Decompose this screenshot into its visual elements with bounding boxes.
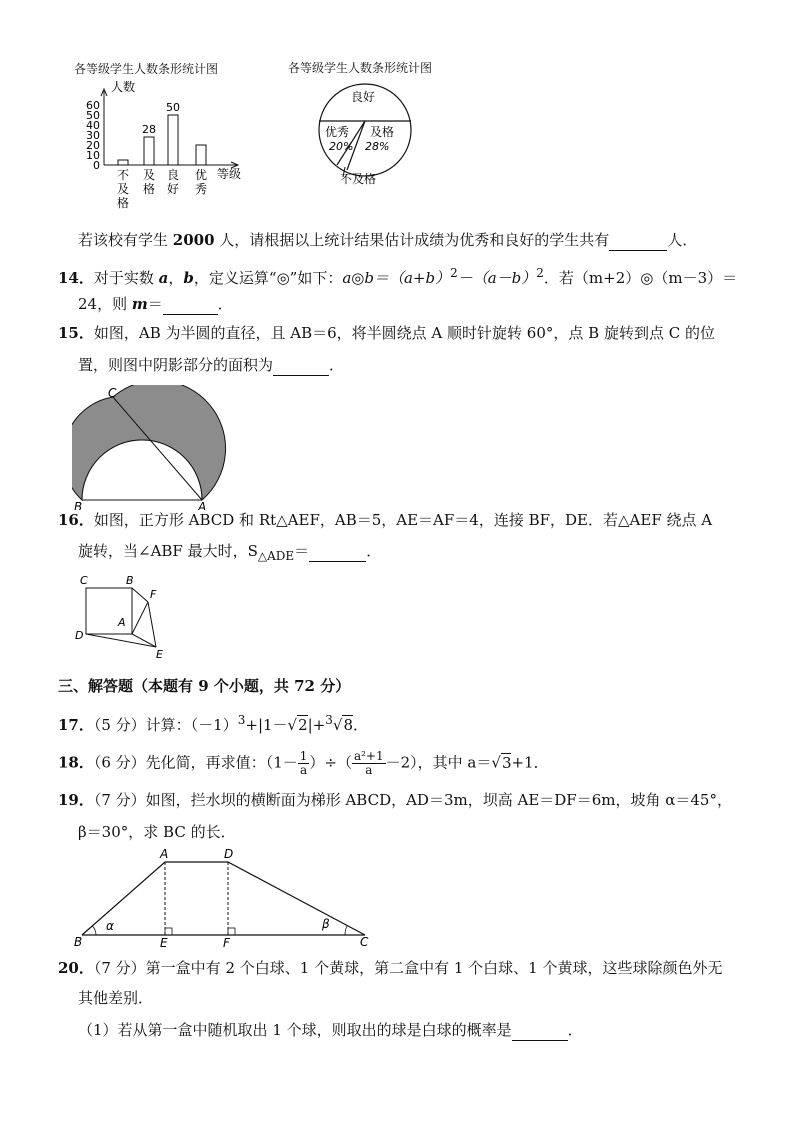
q16-bf [132, 588, 148, 602]
q19-line2: β＝30°，求 BC 的长． [78, 823, 236, 841]
q16-de [86, 634, 156, 647]
data-label: 28 [142, 123, 156, 136]
q16-figure [74, 572, 184, 662]
bar-chart-title: 各等级学生人数条形统计图 [74, 62, 219, 76]
section3-title: 三、解答题（本题有 9 个小题，共 72 分） [58, 677, 351, 695]
q18-line: 18．（6 分）先化简，再求值：（1－ $\frac{1}{a}$ ）÷（ $\frac{\text{a²+1}}{a}$ －2），其中 a＝√3+1． [58, 749, 549, 777]
bar [144, 137, 154, 165]
q16-line1: 16．如图，正方形 ABCD 和 Rt△AEF，AB＝5，AE＝AF＝4，连接 BF，DE．若△AEF 绕点 A [58, 511, 713, 529]
q19-label-beta: β [322, 917, 330, 931]
pie-pct-youxiu: 20% [329, 140, 354, 153]
sqrt-symbol: √ [491, 753, 501, 772]
cbrt-symbol: √ [332, 716, 343, 734]
category-label-char: 优 [194, 168, 208, 182]
q19-label-a: A [160, 848, 169, 861]
q16-fe [148, 602, 156, 647]
q19-label-f: F [223, 936, 230, 948]
q16-answer-blank[interactable] [309, 541, 366, 562]
y-tick-label: 10 [86, 149, 100, 162]
bar-chart-svg [60, 55, 280, 220]
bar [196, 145, 206, 165]
bar [168, 115, 178, 165]
sqrt-symbol: √ [287, 716, 298, 734]
bar-chart [60, 55, 280, 220]
pie-label-bujige: 不及格 [340, 172, 377, 186]
category-label-char: 及 [116, 182, 130, 196]
q16-label-b: B [126, 574, 134, 587]
q18-fraction-1: $\frac{1}{a}$ [299, 749, 308, 777]
q20-sub1: （1）若从第一盒中随机取出 1 个球，则取出的球是白球的概率是 ． [78, 1021, 583, 1039]
q13-answer-blank[interactable] [609, 230, 667, 251]
y-axis-label: 人数 [111, 80, 136, 94]
pie-label-lianghao: 良好 [351, 90, 376, 104]
q18-fraction-2: $\frac{\text{a²+1}}{a}$ [353, 749, 384, 777]
q17-line: 17．（5 分）计算：$(-1)^3+|1-√2|+^3√8$． [58, 713, 369, 734]
pie-chart-title: 各等级学生人数条形统计图 [288, 61, 433, 75]
q19-label-d: D [224, 848, 234, 861]
q15-figure [72, 385, 252, 510]
q16-label-c: C [80, 574, 88, 587]
q19-label-alpha: α [106, 919, 114, 933]
category-label-char: 良 [166, 168, 180, 182]
q16-label-a: A [118, 616, 126, 629]
q16-label-f: F [150, 588, 157, 601]
q16-label-d: D [75, 629, 84, 642]
q14-line2: 24，则 m＝ ． [78, 295, 233, 313]
pie-pct-jige: 28% [365, 140, 390, 153]
bar [118, 160, 128, 165]
pie-label-jige: 及格 [370, 125, 395, 139]
q16-line2: 旋转，当∠ABF 最大时，$S_{\triangle ADE}=$ ． [78, 542, 382, 563]
y-tick-label: 20 [86, 139, 100, 152]
q19-label-e: E [160, 936, 168, 948]
category-label-char: 好 [166, 182, 180, 196]
q19-label-c: C [360, 935, 369, 948]
q20-line2: 其他差别． [78, 989, 154, 1007]
q20-line1: 20．（7 分）第一盒中有 2 个白球、1 个黄球，第二盒中有 1 个白球、1 个黄球，这些球除颜色外无 [58, 959, 723, 977]
q19-line1: 19．（7 分）如图，拦水坝的横断面为梯形 ABCD，AD＝3m，坝高 AE＝DF＝6m，坡角 α＝45°， [58, 791, 732, 809]
y-tick-label: 60 [86, 99, 100, 112]
category-label-char: 及 [142, 168, 156, 182]
pie-chart [285, 55, 475, 190]
q19-angle-beta-arc [345, 926, 347, 935]
q15-line2: 置，则图中阴影部分的面积为 ． [78, 356, 345, 374]
y-tick-label: 50 [86, 109, 100, 122]
q15-line1: 15．如图，AB 为半圆的直径，且 AB＝6，将半圆绕点 A 顺时针旋转 60°，点 B 旋转到点 C 的位 [58, 324, 715, 342]
q19-angle-alpha-arc [93, 926, 97, 935]
q13-text: 若该校有学生 2000 人，请根据以上统计结果估计成绩为优秀和良好的学生共有 人． [78, 231, 698, 249]
q19-figure [70, 848, 380, 948]
x-axis-label: 等级 [217, 167, 242, 181]
category-label-char: 格 [142, 182, 156, 196]
y-tick-label: 30 [86, 129, 100, 142]
q15-label-a: A [198, 500, 207, 510]
category-label-char: 格 [116, 196, 130, 210]
q15-label-c: C [108, 386, 117, 400]
data-label: 50 [166, 101, 180, 114]
pie-chart-svg [285, 55, 475, 190]
category-label-char: 秀 [194, 182, 208, 196]
category-label-char: 不 [116, 168, 130, 182]
q20-answer-blank[interactable] [512, 1020, 568, 1041]
y-tick-label: 40 [86, 119, 100, 132]
q16-label-e: E [156, 648, 163, 661]
pie-label-youxiu: 优秀 [325, 125, 350, 139]
q15-answer-blank[interactable] [273, 355, 329, 376]
q14-answer-blank[interactable] [163, 294, 218, 315]
q14-line1: 14．对于实数 a，b，定义运算“◎”如下：$a◎b=(a+b)^2-(a-b)^2$．若（m+2）◎（m－3）＝ [58, 266, 738, 287]
q19-right-angle-e [165, 928, 172, 935]
q19-right-angle-f [228, 928, 235, 935]
y-tick-label: 0 [93, 159, 100, 172]
q15-label-b: B [74, 500, 83, 510]
q16-af [132, 602, 148, 634]
q19-label-b: B [74, 935, 83, 948]
